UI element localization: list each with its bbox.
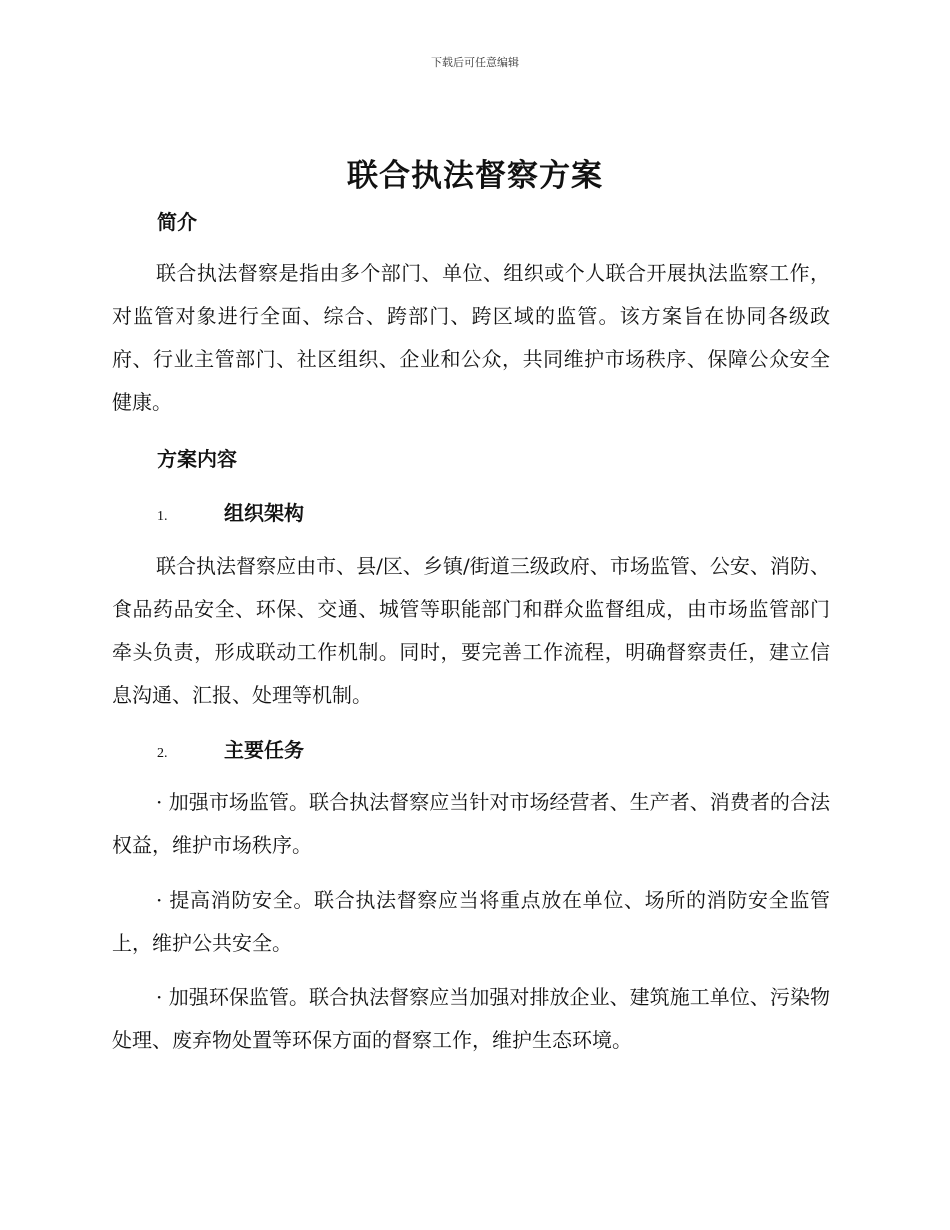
- intro-paragraph: 联合执法督察是指由多个部门、单位、组织或个人联合开展执法监察工作，对监管对象进行全面、综合、跨部门、跨区域的监管。该方案旨在协同各级政府、行业主管部门、社区组织、企业和公众，共同维护市场秩序、保障公众安全健康。: [112, 261, 830, 414]
- section-1-heading: [157, 497, 304, 526]
- section-1-title: 组织架构: [224, 501, 304, 525]
- section-2-title: 主要任务: [224, 738, 304, 762]
- task-fire-safety: · 提高消防安全。联合执法督察应当将重点放在单位、场所的消防安全监管上，维护公共安全。: [112, 888, 830, 955]
- content-heading: 方案内容: [157, 447, 237, 471]
- section-2-heading: [157, 734, 304, 763]
- task-environmental-supervision: · 加强环保监管。联合执法督察应当加强对排放企业、建筑施工单位、污染物处理、废弃物处置等环保方面的督察工作，维护生态环境。: [112, 985, 830, 1052]
- section-1-number: 1.: [157, 509, 168, 524]
- task-market-supervision: · 加强市场监管。联合执法督察应当针对市场经营者、生产者、消费者的合法权益，维护市场秩序。: [112, 790, 830, 857]
- section-1-paragraph: 联合执法督察应由市、县/区、乡镇/街道三级政府、市场监管、公安、消防、食品药品安全、环保、交通、城管等职能部门和群众监督组成，由市场监管部门牵头负责，形成联动工作机制。同时，要完善工作流程，明确督察责任，建立信息沟通、汇报、处理等机制。: [112, 554, 830, 707]
- intro-heading: 简介: [157, 210, 197, 234]
- page-header-note: 下载后可任意编辑: [431, 56, 519, 69]
- section-2-number: 2.: [157, 746, 168, 761]
- document-title: 联合执法督察方案: [347, 158, 603, 194]
